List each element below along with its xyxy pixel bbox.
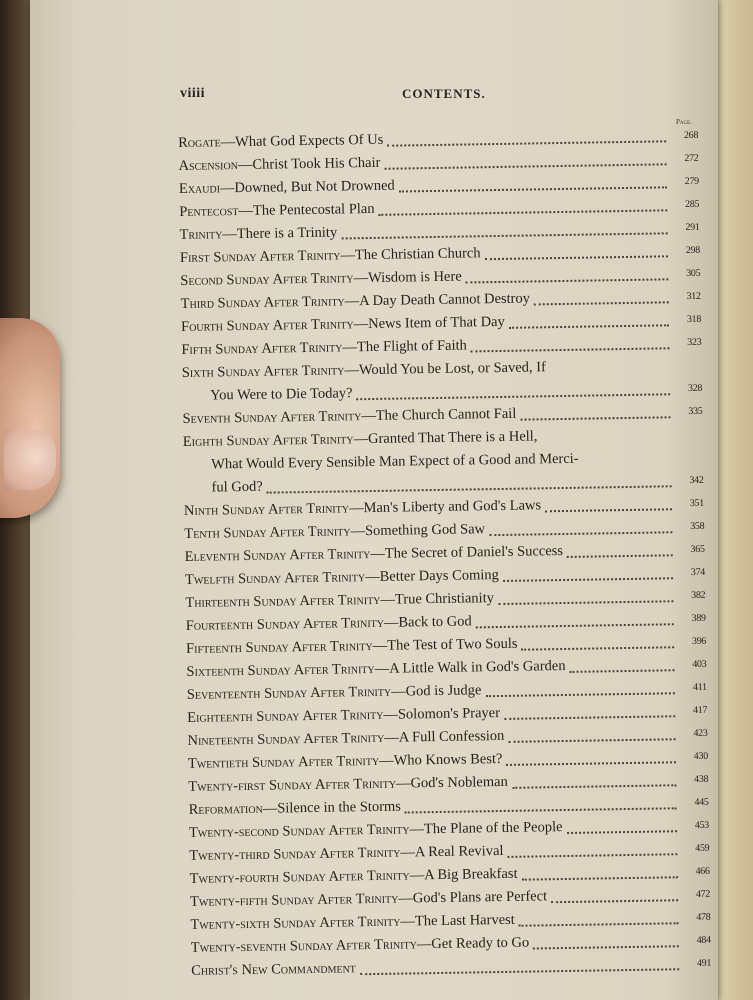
toc-entry-leader-dots [534, 301, 669, 305]
toc-entry-title: The Plane of the People [423, 819, 563, 838]
toc-entry-dash: — [238, 202, 254, 220]
toc-entry-title: The Church Cannot Fail [375, 405, 517, 424]
toc-entry-dash: — [344, 362, 360, 379]
toc-entry-title: Granted That There is a Hell, [367, 428, 538, 448]
toc-entry-leader-dots [387, 140, 666, 146]
toc-entry-heading: Second Sunday After Trinity [180, 270, 354, 289]
toc-entry-dash: — [350, 523, 366, 540]
toc-entry-page-number: 466 [695, 865, 710, 877]
toc-entry-dash: — [222, 226, 237, 243]
toc-entry-heading: Twenty-sixth Sunday After Trinity [190, 913, 401, 933]
toc-entry-dash: — [409, 867, 425, 884]
toc-entry-dash: — [361, 407, 376, 425]
toc-entry-leader-dots [476, 623, 674, 628]
toc-entry-heading: Eighth Sunday After Trinity [182, 431, 354, 450]
page-title: CONTENTS. [402, 86, 486, 101]
toc-entry-dash: — [398, 890, 413, 907]
toc-entry-page-number: 438 [694, 773, 709, 785]
toc-entry-title: Who Knows Best? [393, 750, 503, 769]
toc-entry-title: A Big Breakfast [424, 865, 518, 884]
toc-entry-text [178, 129, 383, 155]
toc-entry-leader-dots [570, 669, 675, 673]
toc-entry-heading: Fourth Sunday After Trinity [180, 316, 354, 335]
toc-entry-dash: — [409, 821, 425, 838]
toc-entry-text [179, 175, 395, 201]
toc-entry-heading: Twelfth Sunday After Trinity [184, 569, 366, 588]
toc-entry-dash: — [400, 913, 416, 930]
toc-entry-heading: Christ's New Commandment [191, 960, 356, 979]
toc-entry-text [179, 198, 375, 224]
toc-entry-title: The Flight of Faith [356, 337, 467, 356]
toc-entry-dash: — [220, 134, 236, 151]
toc-entry-title: The Christian Church [354, 245, 481, 264]
toc-entry-title: The Test of Two Souls [387, 635, 518, 654]
toc-entry-text [211, 476, 262, 500]
toc-entry-text [191, 957, 356, 983]
toc-entry-heading: Sixth Sunday After Trinity [181, 362, 345, 381]
toc-entry-title: God is Judge [405, 682, 482, 700]
toc-entry-page-number: 491 [696, 957, 712, 969]
toc-entry-heading: Reformation [188, 800, 263, 818]
toc-entry-leader-dots [399, 186, 667, 192]
toc-entry-heading: Fifth Sunday After Trinity [181, 339, 343, 358]
toc-entry-page-number: 305 [686, 267, 701, 280]
toc-entry-title: ful God? [211, 478, 263, 496]
toc-entry-page-number: 403 [692, 658, 707, 670]
page-header [180, 86, 630, 106]
toc-entry-page-number: 365 [690, 543, 705, 556]
table-of-contents [178, 124, 711, 983]
toc-entry-title: A Little Walk in God's Garden [389, 657, 566, 677]
toc-entry-leader-dots [522, 876, 678, 880]
toc-entry-leader-dots [567, 830, 677, 834]
toc-entry-leader-dots [545, 508, 672, 512]
toc-entry-dash: — [374, 660, 390, 677]
toc-entry-dash: — [384, 729, 399, 746]
thumbnail-highlight [4, 430, 56, 490]
toc-entry-title: Get Ready to Go [431, 934, 530, 953]
toc-entry-title: Wisdom is Here [367, 268, 462, 287]
toc-entry-heading: Eighteenth Sunday After Trinity [187, 706, 384, 726]
toc-entry-leader-dots [341, 232, 667, 239]
toc-entry-dash: — [379, 752, 394, 769]
toc-entry-leader-dots [471, 347, 670, 352]
toc-entry-leader-dots [466, 278, 669, 283]
toc-entry-heading: Fifteenth Sunday After Trinity [185, 638, 373, 657]
toc-entry-dash: — [365, 568, 380, 586]
toc-entry-title: Would You be Lost, or Saved, If [358, 359, 546, 379]
toc-entry-heading: Fourteenth Sunday After Trinity [185, 614, 385, 634]
toc-entry-page-number: 374 [690, 566, 706, 578]
toc-entry-heading: Twenty-fourth Sunday After Trinity [189, 867, 410, 887]
toc-entry-dash: — [344, 293, 360, 310]
toc-entry-page-number: 445 [694, 796, 709, 808]
toc-entry-title: The Pentecostal Plan [252, 200, 375, 219]
toc-entry-heading: Seventeenth Sunday After Trinity [186, 683, 392, 703]
toc-entry-page-number: 272 [684, 152, 699, 165]
toc-entry-dash: — [342, 339, 358, 356]
toc-entry-title: What God Expects Of Us [234, 131, 384, 151]
toc-entry-text [188, 796, 401, 822]
toc-entry-page-number: 417 [692, 704, 708, 716]
toc-entry-page-number: 318 [686, 313, 702, 326]
toc-entry-page-number: 358 [690, 520, 705, 533]
toc-entry-page-number: 298 [685, 244, 701, 257]
toc-entry-title: A Real Revival [414, 842, 504, 861]
toc-entry-page-number: 328 [687, 382, 703, 395]
toc-entry-heading: Tenth Sunday After Trinity [184, 523, 351, 542]
toc-entry-heading: Trinity [179, 226, 223, 243]
toc-entry-dash: — [380, 591, 396, 608]
toc-entry-heading: Twentieth Sunday After Trinity [187, 752, 380, 772]
toc-entry-leader-dots [551, 899, 678, 903]
toc-entry-heading: Twenty-fifth Sunday After Trinity [189, 890, 399, 910]
toc-entry-heading: Thirteenth Sunday After Trinity [185, 591, 381, 611]
toc-entry-dash: — [416, 936, 432, 953]
toc-entry-heading: Twenty-third Sunday After Trinity [189, 844, 401, 864]
toc-entry-title: What Would Every Sensible Man Expect of a Good and Merci- [211, 450, 579, 473]
toc-entry-text [179, 222, 337, 247]
toc-entry-leader-dots [357, 393, 671, 400]
toc-entry-dash: — [353, 316, 369, 333]
toc-entry-heading: Twenty-first Sunday After Trinity [188, 775, 397, 795]
toc-entry-leader-dots [508, 738, 675, 743]
toc-entry-leader-dots [519, 922, 679, 927]
toc-entry-heading: Exaudi [178, 180, 221, 197]
toc-entry-title: Silence in the Storms [277, 798, 402, 817]
toc-entry-dash: — [383, 614, 399, 631]
toc-entry-leader-dots [506, 761, 676, 766]
toc-entry-dash: — [395, 775, 411, 792]
toc-entry-leader-dots [489, 531, 672, 536]
toc-entry-leader-dots [508, 853, 678, 858]
toc-entry-dash: — [262, 800, 278, 817]
toc-entry-heading: Nineteenth Sunday After Trinity [187, 729, 385, 749]
toc-entry-page-number: 279 [684, 175, 699, 188]
toc-entry-title: Something God Saw [364, 521, 486, 540]
toc-entry-heading: Eleventh Sunday After Trinity [184, 546, 371, 565]
toc-entry-heading: Third Sunday After Trinity [180, 293, 345, 312]
toc-entry-dash: — [370, 545, 385, 563]
toc-entry-heading: Twenty-seventh Sunday After Trinity [190, 936, 417, 956]
toc-entry-page-number: 342 [689, 474, 704, 487]
toc-entry-title: True Christianity [394, 590, 495, 608]
toc-entry-page-number: 335 [688, 405, 703, 418]
toc-entry-title: Solomon's Prayer [397, 705, 501, 723]
toc-entry-title: Better Days Coming [379, 567, 499, 585]
toc-entry-heading: First Sunday After Trinity [179, 247, 341, 266]
toc-entry-page-number: 291 [685, 221, 700, 234]
toc-entry-leader-dots [509, 324, 669, 329]
toc-entry-dash: — [353, 270, 369, 287]
toc-entry-title: There is a Trinity [236, 224, 338, 243]
toc-entry-page-number: 396 [691, 635, 707, 647]
toc-entry-heading: Seventh Sunday After Trinity [182, 408, 362, 427]
toc-entry-heading: Pentecost [179, 203, 239, 220]
toc-entry-leader-dots [533, 945, 679, 949]
toc-entry-page-number: 312 [686, 290, 701, 303]
toc-entry-page-number: 453 [694, 819, 710, 831]
toc-entry-title: Man's Liberty and God's Laws [363, 497, 542, 517]
toc-entry-page-number: 411 [692, 681, 707, 693]
toc-entry-title: A Full Confession [398, 727, 505, 746]
toc-entry-heading: Ninth Sunday After Trinity [183, 500, 350, 519]
toc-entry-leader-dots [405, 807, 677, 813]
toc-entry-title: The Last Harvest [414, 911, 515, 930]
toc-entry-dash: — [348, 500, 364, 517]
toc-entry-heading: Sixteenth Sunday After Trinity [186, 660, 375, 680]
toc-entry-leader-dots [384, 163, 666, 169]
toc-entry-heading: Twenty-second Sunday After Trinity [188, 821, 410, 841]
toc-entry-leader-dots [485, 255, 668, 260]
toc-entry-title: Downed, But Not Drowned [234, 177, 395, 197]
toc-entry-dash: — [391, 683, 406, 700]
page-column-label: Page. [676, 118, 692, 126]
toc-entry-page-number: 389 [691, 612, 706, 624]
toc-entry-heading: Rogate [178, 134, 221, 151]
toc-entry-text [210, 382, 353, 407]
toc-entry-leader-dots [485, 692, 674, 697]
toc-entry-leader-dots [503, 577, 673, 582]
toc-entry-dash: — [353, 431, 369, 448]
toc-entry-page-number: 459 [695, 842, 710, 854]
toc-entry-page-number: 484 [696, 934, 711, 946]
toc-entry-page-number: 268 [683, 129, 699, 142]
toc-entry-page-number: 351 [689, 497, 704, 510]
toc-entry-page-number: 430 [693, 750, 708, 762]
toc-entry-page-number: 472 [695, 888, 711, 900]
toc-entry-page-number: 423 [693, 727, 708, 739]
toc-entry-dash: — [383, 706, 399, 723]
toc-entry-dash: — [400, 844, 416, 861]
toc-entry-leader-dots [379, 209, 668, 216]
toc-entry-text [178, 152, 380, 178]
toc-entry-leader-dots [512, 784, 676, 789]
toc-entry-dash: — [219, 180, 235, 197]
toc-entry-page-number: 478 [696, 911, 711, 923]
toc-entry-dash: — [372, 637, 388, 655]
toc-entry-leader-dots [360, 968, 679, 975]
toc-entry-page-number: 323 [687, 336, 702, 349]
toc-entry-dash: — [340, 247, 356, 264]
toc-entry-title: A Day Death Cannot Destroy [359, 290, 531, 310]
toc-entry-page-number: 382 [691, 589, 706, 601]
toc-entry-leader-dots [498, 600, 673, 605]
toc-entry-leader-dots [522, 646, 675, 650]
toc-entry-heading: Ascension [178, 157, 239, 174]
toc-entry-title: The Secret of Daniel's Success [384, 543, 564, 562]
toc-entry-title: Christ Took His Chair [252, 154, 381, 173]
toc-entry-title: God's Plans are Perfect [412, 888, 548, 907]
toc-entry-dash: — [237, 156, 253, 174]
page-numeral: viiii [180, 86, 206, 101]
toc-entry-leader-dots [504, 715, 675, 720]
toc-entry-title: You Were to Die Today? [210, 385, 353, 404]
toc-entry-title: God's Nobleman [410, 773, 508, 792]
toc-entry-leader-dots [520, 416, 670, 420]
toc-entry-title: News Item of That Day [368, 313, 505, 333]
toc-entry-title: Back to God [398, 613, 472, 631]
toc-entry-leader-dots [567, 554, 673, 558]
toc-entry-page-number: 285 [685, 198, 700, 211]
